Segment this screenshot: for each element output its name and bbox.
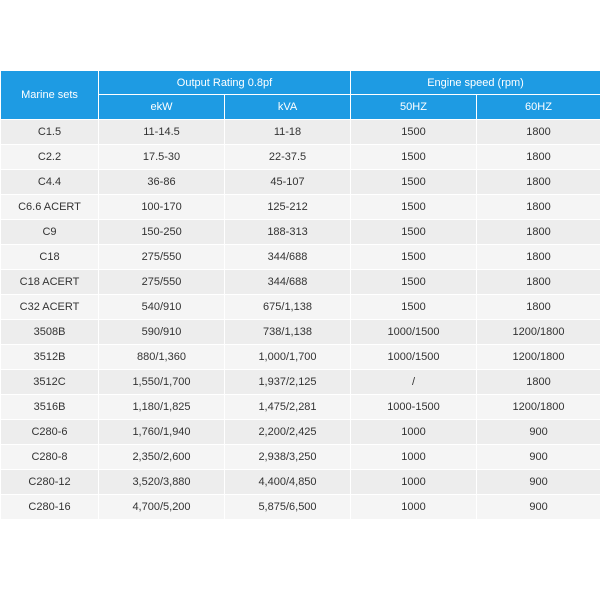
cell-speed-50hz: 1000: [351, 420, 477, 445]
cell-speed-60hz: 1800: [477, 120, 600, 145]
cell-model: C18 ACERT: [1, 270, 99, 295]
cell-speed-60hz: 1200/1800: [477, 395, 600, 420]
cell-model: C1.5: [1, 120, 99, 145]
cell-kva: 2,200/2,425: [225, 420, 351, 445]
cell-speed-60hz: 900: [477, 445, 600, 470]
cell-model: C32 ACERT: [1, 295, 99, 320]
cell-speed-60hz: 1800: [477, 270, 600, 295]
marine-sets-table: [0, 70, 600, 520]
table-row: [1, 145, 600, 170]
table-row: [1, 445, 600, 470]
table-row: [1, 295, 600, 320]
cell-speed-60hz: 1800: [477, 220, 600, 245]
table-row: [1, 345, 600, 370]
cell-speed-60hz: 1800: [477, 245, 600, 270]
header-row-groups: [1, 71, 600, 95]
cell-speed-60hz: 900: [477, 420, 600, 445]
cell-kva: 125-212: [225, 195, 351, 220]
cell-model: 3516B: [1, 395, 99, 420]
cell-kva: 11-18: [225, 120, 351, 145]
table-row: [1, 420, 600, 445]
cell-speed-60hz: 1200/1800: [477, 320, 600, 345]
cell-speed-50hz: 1500: [351, 195, 477, 220]
table-row: [1, 370, 600, 395]
cell-speed-50hz: 1000-1500: [351, 395, 477, 420]
cell-ekw: 11-14.5: [99, 120, 225, 145]
cell-kva: 22-37.5: [225, 145, 351, 170]
spec-table-container: [0, 70, 600, 520]
table-body: [1, 120, 600, 520]
cell-ekw: 1,760/1,940: [99, 420, 225, 445]
cell-speed-60hz: 900: [477, 470, 600, 495]
table-row: [1, 470, 600, 495]
cell-model: C2.2: [1, 145, 99, 170]
cell-kva: 1,000/1,700: [225, 345, 351, 370]
cell-model: C280-6: [1, 420, 99, 445]
cell-ekw: 17.5-30: [99, 145, 225, 170]
cell-ekw: 1,180/1,825: [99, 395, 225, 420]
cell-speed-50hz: 1000: [351, 495, 477, 520]
header-engine-speed: Engine speed (rpm): [351, 71, 600, 95]
header-60hz: 60HZ: [477, 95, 600, 120]
header-50hz: 50HZ: [351, 95, 477, 120]
cell-ekw: 2,350/2,600: [99, 445, 225, 470]
cell-ekw: 36-86: [99, 170, 225, 195]
header-output-rating: Output Rating 0.8pf: [99, 71, 351, 95]
table-row: [1, 220, 600, 245]
cell-kva: 1,475/2,281: [225, 395, 351, 420]
cell-model: C18: [1, 245, 99, 270]
cell-kva: 344/688: [225, 270, 351, 295]
cell-speed-50hz: 1500: [351, 145, 477, 170]
cell-model: 3512C: [1, 370, 99, 395]
cell-speed-50hz: 1500: [351, 220, 477, 245]
cell-speed-60hz: 1800: [477, 370, 600, 395]
cell-speed-60hz: 1800: [477, 145, 600, 170]
cell-kva: 45-107: [225, 170, 351, 195]
cell-kva: 344/688: [225, 245, 351, 270]
cell-kva: 1,937/2,125: [225, 370, 351, 395]
cell-model: C280-8: [1, 445, 99, 470]
cell-speed-50hz: 1500: [351, 270, 477, 295]
cell-speed-50hz: 1500: [351, 295, 477, 320]
cell-speed-60hz: 1200/1800: [477, 345, 600, 370]
cell-kva: 188-313: [225, 220, 351, 245]
cell-speed-50hz: 1500: [351, 170, 477, 195]
cell-speed-60hz: 1800: [477, 195, 600, 220]
table-row: [1, 195, 600, 220]
table-row: [1, 495, 600, 520]
header-kva: kVA: [225, 95, 351, 120]
cell-ekw: 275/550: [99, 270, 225, 295]
cell-model: C280-12: [1, 470, 99, 495]
cell-model: C4.4: [1, 170, 99, 195]
cell-model: C280-16: [1, 495, 99, 520]
cell-speed-50hz: 1500: [351, 245, 477, 270]
cell-kva: 738/1,138: [225, 320, 351, 345]
cell-ekw: 3,520/3,880: [99, 470, 225, 495]
table-header: [1, 71, 600, 120]
header-ekw: ekW: [99, 95, 225, 120]
cell-speed-50hz: /: [351, 370, 477, 395]
cell-ekw: 590/910: [99, 320, 225, 345]
cell-ekw: 150-250: [99, 220, 225, 245]
table-row: [1, 395, 600, 420]
cell-speed-50hz: 1000: [351, 470, 477, 495]
cell-speed-60hz: 1800: [477, 170, 600, 195]
cell-ekw: 1,550/1,700: [99, 370, 225, 395]
table-row: [1, 170, 600, 195]
cell-kva: 675/1,138: [225, 295, 351, 320]
cell-ekw: 4,700/5,200: [99, 495, 225, 520]
cell-model: C9: [1, 220, 99, 245]
cell-model: C6.6 ACERT: [1, 195, 99, 220]
cell-speed-50hz: 1000/1500: [351, 345, 477, 370]
cell-speed-50hz: 1000/1500: [351, 320, 477, 345]
cell-ekw: 275/550: [99, 245, 225, 270]
cell-speed-60hz: 1800: [477, 295, 600, 320]
cell-kva: 4,400/4,850: [225, 470, 351, 495]
cell-kva: 2,938/3,250: [225, 445, 351, 470]
cell-speed-50hz: 1500: [351, 120, 477, 145]
table-row: [1, 320, 600, 345]
cell-kva: 5,875/6,500: [225, 495, 351, 520]
table-row: [1, 245, 600, 270]
cell-ekw: 540/910: [99, 295, 225, 320]
cell-ekw: 100-170: [99, 195, 225, 220]
cell-ekw: 880/1,360: [99, 345, 225, 370]
cell-speed-60hz: 900: [477, 495, 600, 520]
cell-model: 3512B: [1, 345, 99, 370]
table-row: [1, 270, 600, 295]
header-marine-sets: Marine sets: [1, 71, 99, 120]
cell-model: 3508B: [1, 320, 99, 345]
table-row: [1, 120, 600, 145]
cell-speed-50hz: 1000: [351, 445, 477, 470]
